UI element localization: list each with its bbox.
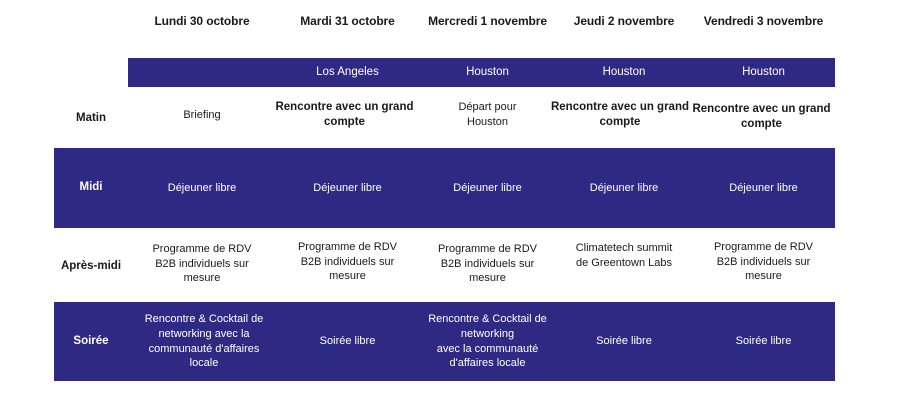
- city-friday: Houston: [742, 65, 785, 78]
- soiree-thursday: Soirée libre: [596, 335, 652, 348]
- soiree-monday: Rencontre & Cocktail de networking avec la communauté d'affaires locale: [144, 313, 264, 370]
- midi-thursday: Déjeuner libre: [589, 181, 659, 194]
- day-header-monday: Lundi 30 octobre: [154, 14, 250, 29]
- matin-friday: Rencontre avec un grand compte: [692, 102, 831, 130]
- apres-midi-wednesday: Programme de RDV B2B individuels sur mesure: [437, 243, 538, 285]
- city-monday: [128, 58, 276, 87]
- soiree-wednesday: Rencontre & Cocktail de networking avec la communauté d'affaires locale: [428, 313, 547, 370]
- apres-midi-tuesday: Programme de RDV B2B individuels sur mesure: [297, 241, 398, 283]
- row-label-midi: Midi: [79, 181, 103, 194]
- day-header-thursday: Jeudi 2 novembre: [573, 14, 675, 29]
- midi-friday: Déjeuner libre: [729, 181, 798, 194]
- apres-midi-thursday: Climatetech summit de Greentown Labs: [575, 242, 673, 269]
- matin-thursday: Rencontre avec un grand compte: [550, 100, 690, 128]
- apres-midi-friday: Programme de RDV B2B individuels sur mesure: [713, 241, 814, 283]
- midi-tuesday: Déjeuner libre: [313, 181, 382, 194]
- midi-monday: Déjeuner libre: [167, 181, 237, 194]
- city-thursday: Houston: [602, 65, 646, 78]
- day-header-friday: Vendredi 3 novembre: [703, 14, 824, 29]
- day-header-wednesday: Mercredi 1 novembre: [428, 14, 547, 29]
- soiree-tuesday: Soirée libre: [319, 335, 376, 348]
- row-label-apres-midi: Après-midi: [60, 260, 122, 273]
- row-label-matin: Matin: [75, 112, 107, 125]
- apres-midi-monday: Programme de RDV B2B individuels sur mesure: [152, 243, 252, 285]
- matin-monday: Briefing: [183, 108, 221, 121]
- midi-wednesday: Déjeuner libre: [453, 181, 522, 194]
- row-label-soiree: Soirée: [73, 334, 109, 347]
- day-header-tuesday: Mardi 31 octobre: [300, 14, 395, 29]
- soiree-friday: Soirée libre: [735, 335, 792, 348]
- matin-wednesday: Départ pour Houston: [458, 101, 517, 128]
- city-wednesday: Houston: [466, 65, 509, 78]
- city-tuesday: Los Angeles: [316, 65, 379, 78]
- matin-tuesday: Rencontre avec un grand compte: [275, 100, 414, 128]
